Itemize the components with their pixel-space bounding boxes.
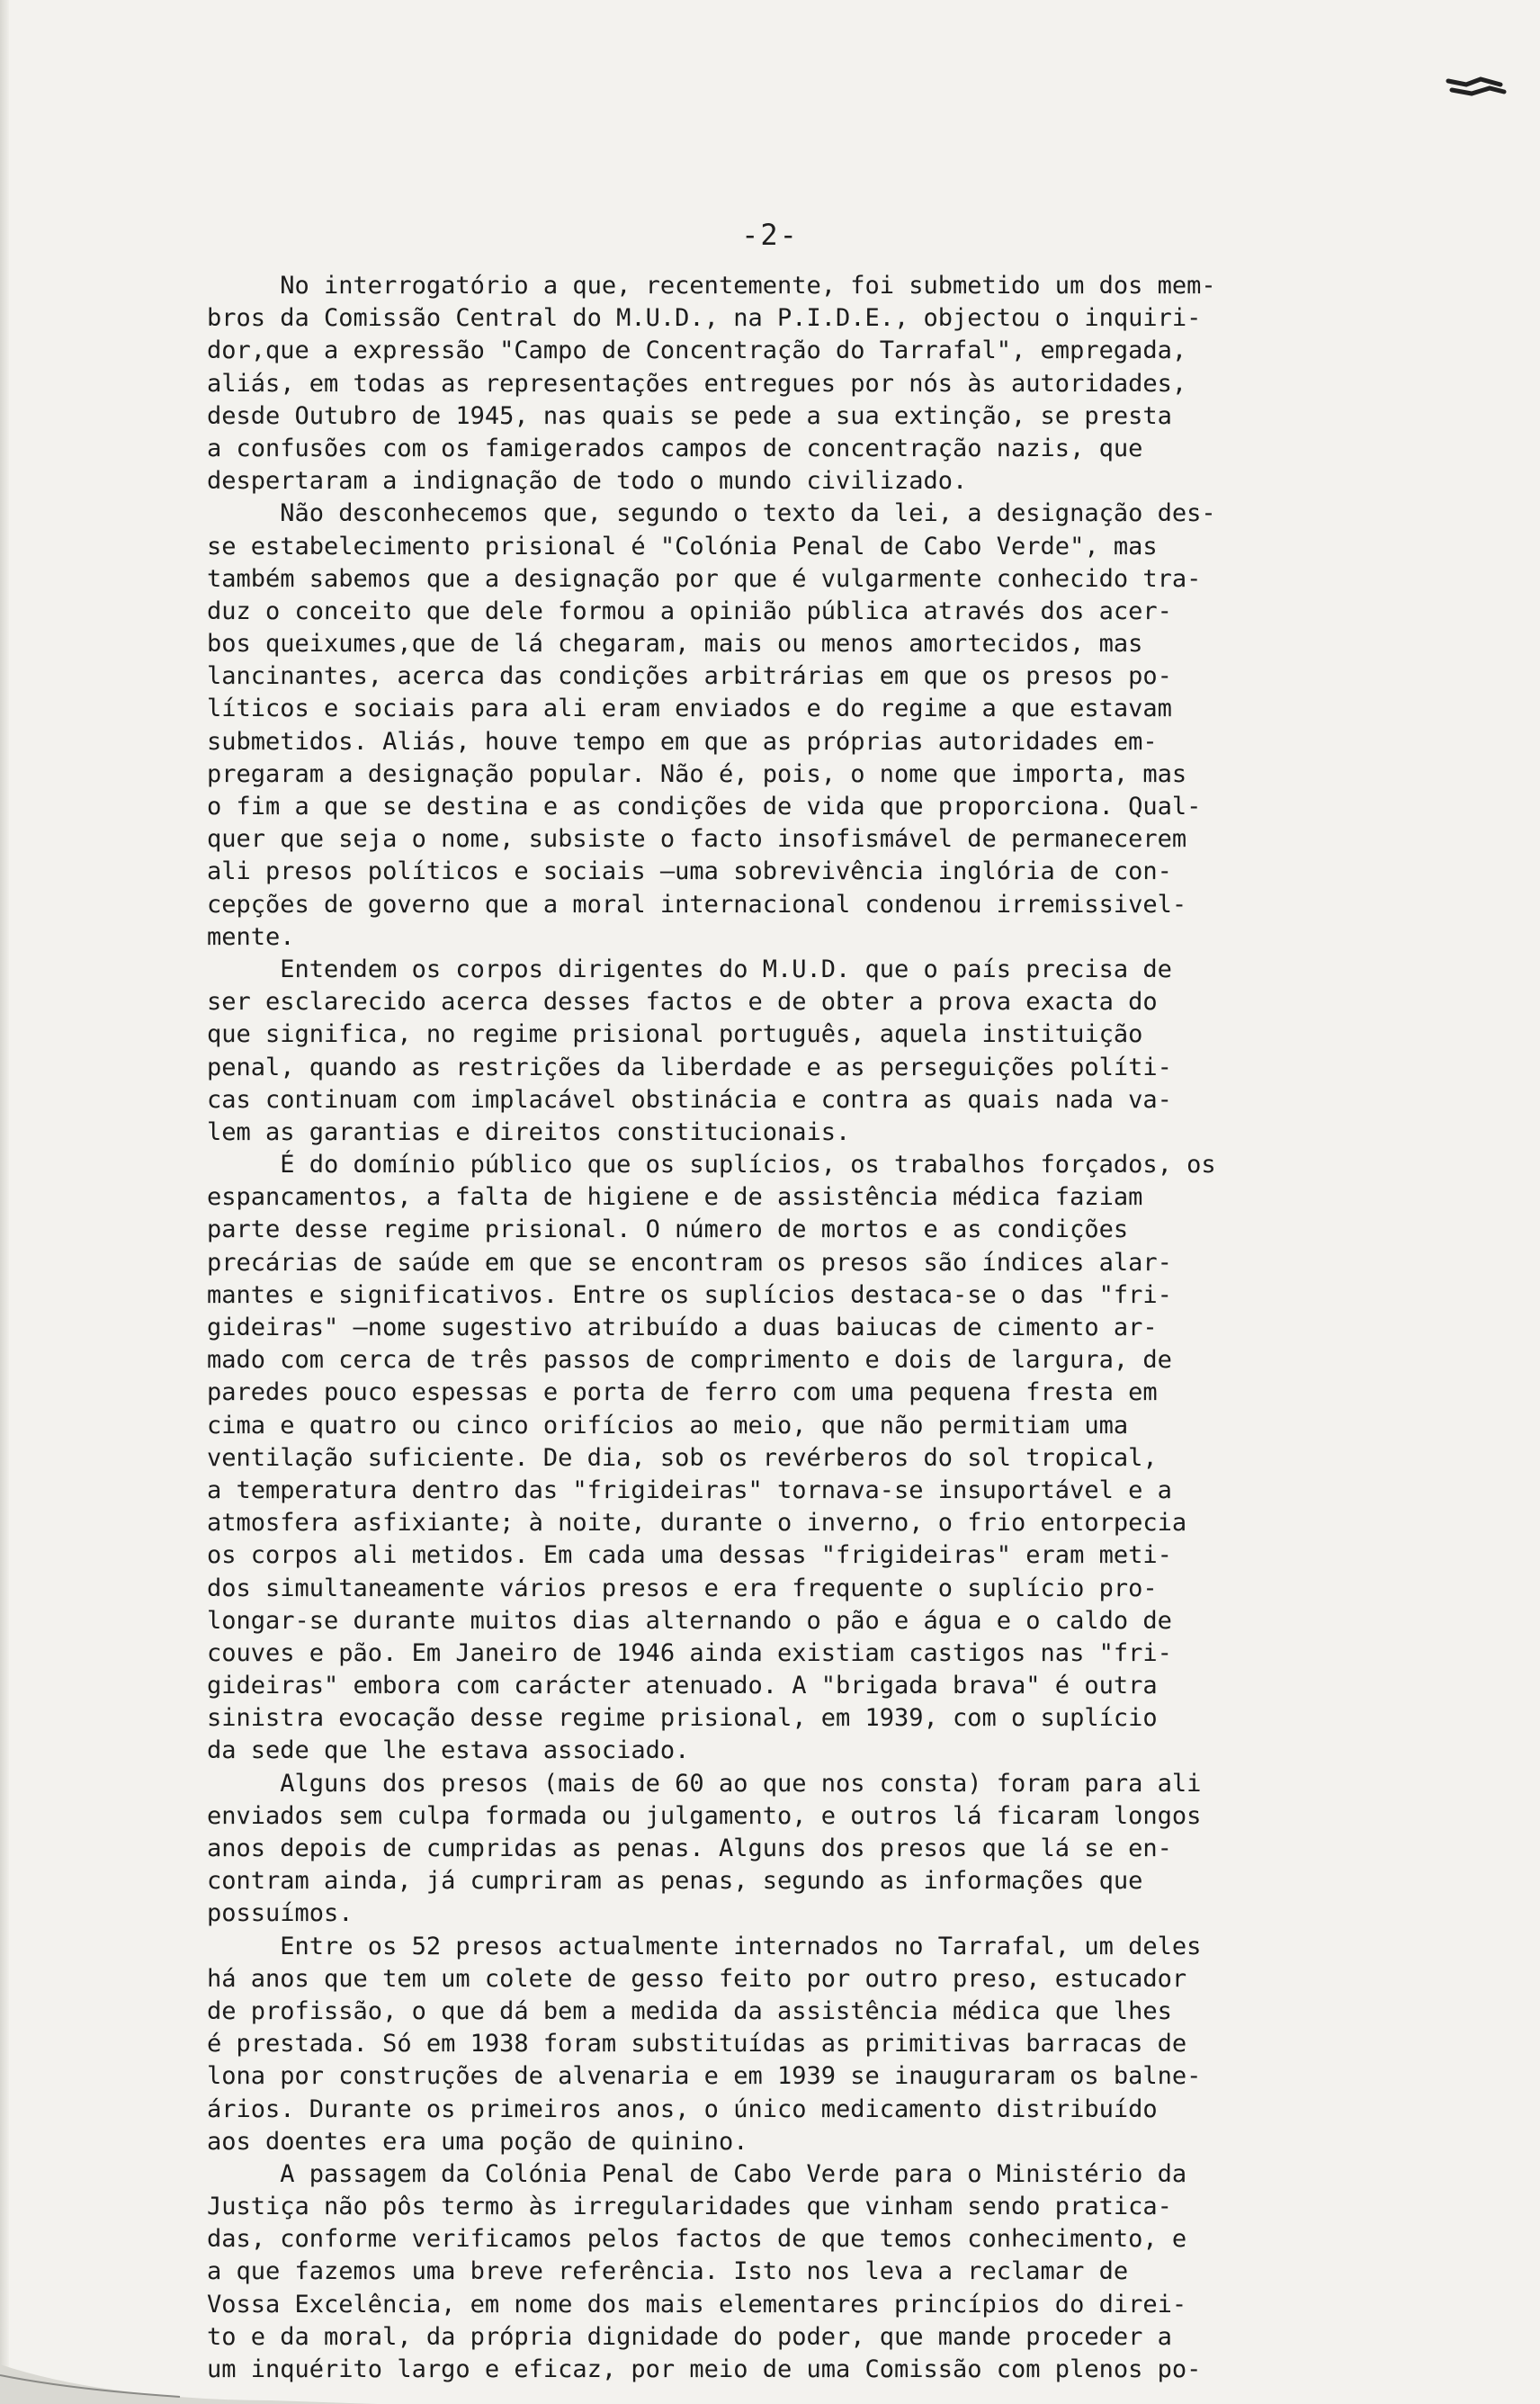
text-line: É do domínio público que os suplícios, os trabalhos forçados, os	[207, 1151, 1216, 1180]
text-line: precárias de saúde em que se encontram os presos são índices alar-	[207, 1248, 1172, 1277]
text-line: pregaram a designação popular. Não é, pois, o nome que importa, mas	[207, 759, 1187, 788]
text-line: ários. Durante os primeiros anos, o único medicamento distribuído	[207, 2095, 1158, 2123]
paragraph	[207, 1931, 1441, 2158]
text-line: sinistra evocação desse regime prisional, em 1939, com o suplício	[207, 1704, 1158, 1733]
text-line: submetidos. Aliás, houve tempo em que as próprias autoridades em-	[207, 727, 1158, 756]
text-line: to e da moral, da própria dignidade do poder, que mande proceder a	[207, 2322, 1172, 2351]
document-body	[207, 270, 1441, 2386]
text-line: mantes e significativos. Entre os suplícios destaca-se o das "fri-	[207, 1280, 1172, 1309]
text-line: contram ainda, já cumpriram as penas, segundo as informações que	[207, 1867, 1143, 1896]
text-line: paredes pouco espessas e porta de ferro com uma pequena fresta em	[207, 1378, 1158, 1407]
scan-smudge	[0, 2355, 378, 2404]
text-line: Não desconhecemos que, segundo o texto da lei, a designação des-	[207, 499, 1216, 528]
paragraph	[207, 270, 1441, 498]
text-line: despertaram a indignação de todo o mundo civilizado.	[207, 467, 968, 496]
text-line: gideiras" embora com carácter atenuado. A "brigada brava" é outra	[207, 1672, 1158, 1700]
text-line: líticos e sociais para ali eram enviados e do regime a que estavam	[207, 695, 1172, 723]
text-line: um inquérito largo e eficaz, por meio de uma Comissão com plenos po-	[207, 2355, 1202, 2383]
text-line: A passagem da Colónia Penal de Cabo Verde para o Ministério da	[207, 2159, 1187, 2188]
text-line: enviados sem culpa formada ou julgamento, e outros lá ficaram longos	[207, 1801, 1202, 1830]
text-line: a que fazemos uma breve referência. Isto nos leva a reclamar de	[207, 2257, 1129, 2286]
text-line: dor,que a expressão "Campo de Concentração do Tarrafal", empregada,	[207, 336, 1187, 365]
text-line: espancamentos, a falta de higiene e de assistência médica faziam	[207, 1183, 1143, 1212]
paragraph	[207, 2158, 1441, 2386]
text-line: Entendem os corpos dirigentes do M.U.D. que o país precisa de	[207, 955, 1172, 983]
text-line: mente.	[207, 922, 295, 951]
text-line: a confusões com os famigerados campos de concentração nazis, que	[207, 434, 1143, 462]
text-line: a temperatura dentro das "frigideiras" tornava-se insuportável e a	[207, 1476, 1172, 1504]
text-line: é prestada. Só em 1938 foram substituídas as primitivas barracas de	[207, 2030, 1187, 2059]
text-line: ali presos políticos e sociais —uma sobrevivência inglória de con-	[207, 857, 1172, 886]
ink-mark-icon	[1445, 70, 1508, 101]
text-line: Justiça não pôs termo às irregularidades que vinham sendo pratica-	[207, 2193, 1172, 2221]
text-line: bros da Comissão Central do M.U.D., na P.I.D.E., objectou o inquiri-	[207, 304, 1202, 333]
paragraph	[207, 1768, 1441, 1931]
text-line: que significa, no regime prisional português, aquela instituição	[207, 1020, 1143, 1049]
text-line: os corpos ali metidos. Em cada uma dessas "frigideiras" eram meti-	[207, 1541, 1172, 1570]
text-line: desde Outubro de 1945, nas quais se pede a sua extinção, se presta	[207, 401, 1172, 430]
text-line: de profissão, o que dá bem a medida da assistência médica que lhes	[207, 1996, 1172, 2025]
text-line: aliás, em todas as representações entregues por nós às autoridades,	[207, 369, 1187, 398]
text-line: gideiras" —nome sugestivo atribuído a duas baiucas de cimento ar-	[207, 1314, 1158, 1341]
paragraph	[207, 498, 1441, 954]
text-line: ser esclarecido acerca desses factos e de obter a prova exacta do	[207, 988, 1158, 1017]
text-line: dos simultaneamente vários presos e era frequente o suplício pro-	[207, 1574, 1158, 1602]
text-line: penal, quando as restrições da liberdade e as perseguições políti-	[207, 1053, 1172, 1081]
text-line: atmosfera asfixiante; à noite, durante o inverno, o frio entorpecia	[207, 1509, 1187, 1538]
text-line: mado com cerca de três passos de comprimento e dois de largura, de	[207, 1346, 1172, 1375]
page-number: -2-	[741, 218, 799, 252]
text-line: quer que seja o nome, subsiste o facto insofismável de permanecerem	[207, 825, 1187, 854]
text-line: anos depois de cumpridas as penas. Alguns dos presos que lá se en-	[207, 1834, 1172, 1862]
text-line: possuímos.	[207, 1899, 354, 1928]
text-line: duz o conceito que dele formou a opinião pública através dos acer-	[207, 597, 1172, 625]
text-line: Alguns dos presos (mais de 60 ao que nos consta) foram para ali	[207, 1769, 1202, 1798]
text-line: longar-se durante muitos dias alternando o pão e água e o caldo de	[207, 1606, 1172, 1635]
page-edge-shadow	[0, 0, 9, 2404]
text-line: No interrogatório a que, recentemente, foi submetido um dos mem-	[207, 272, 1216, 300]
text-line: lona por construções de alvenaria e em 1939 se inauguraram os balne-	[207, 2062, 1202, 2091]
paragraph	[207, 954, 1441, 1149]
text-line: bos queixumes,que de lá chegaram, mais ou menos amortecidos, mas	[207, 630, 1143, 659]
text-line: aos doentes era uma poção de quinino.	[207, 2127, 748, 2156]
text-line: cepções de governo que a moral internacional condenou irremissivel-	[207, 890, 1187, 919]
text-line: das, conforme verificamos pelos factos de que temos conhecimento, e	[207, 2225, 1187, 2254]
text-line: Vossa Excelência, em nome dos mais elementares princípios do direi-	[207, 2290, 1187, 2319]
text-line: da sede que lhe estava associado.	[207, 1736, 690, 1765]
text-line: há anos que tem um colete de gesso feito por outro preso, estucador	[207, 1964, 1187, 1993]
text-line: lem as garantias e direitos constitucionais.	[207, 1117, 851, 1146]
text-line: cas continuam com implacável obstinácia e contra as quais nada va-	[207, 1085, 1172, 1114]
text-line: Entre os 52 presos actualmente internados no Tarrafal, um deles	[207, 1932, 1202, 1960]
text-line: também sabemos que a designação por que é vulgarmente conhecido tra-	[207, 564, 1202, 593]
text-line: se estabelecimento prisional é "Colónia Penal de Cabo Verde", mas	[207, 532, 1158, 561]
text-line: couves e pão. Em Janeiro de 1946 ainda existiam castigos nas "fri-	[207, 1638, 1172, 1667]
paragraph	[207, 1149, 1441, 1768]
text-line: cima e quatro ou cinco orifícios ao meio, que não permitiam uma	[207, 1411, 1129, 1440]
text-line: o fim a que se destina e as condições de vida que proporciona. Qual-	[207, 793, 1202, 821]
text-line: lancinantes, acerca das condições arbitrárias em que os presos po-	[207, 662, 1172, 691]
text-line: ventilação suficiente. De dia, sob os revérberos do sol tropical,	[207, 1443, 1158, 1472]
text-line: parte desse regime prisional. O número de mortos e as condições	[207, 1215, 1129, 1244]
